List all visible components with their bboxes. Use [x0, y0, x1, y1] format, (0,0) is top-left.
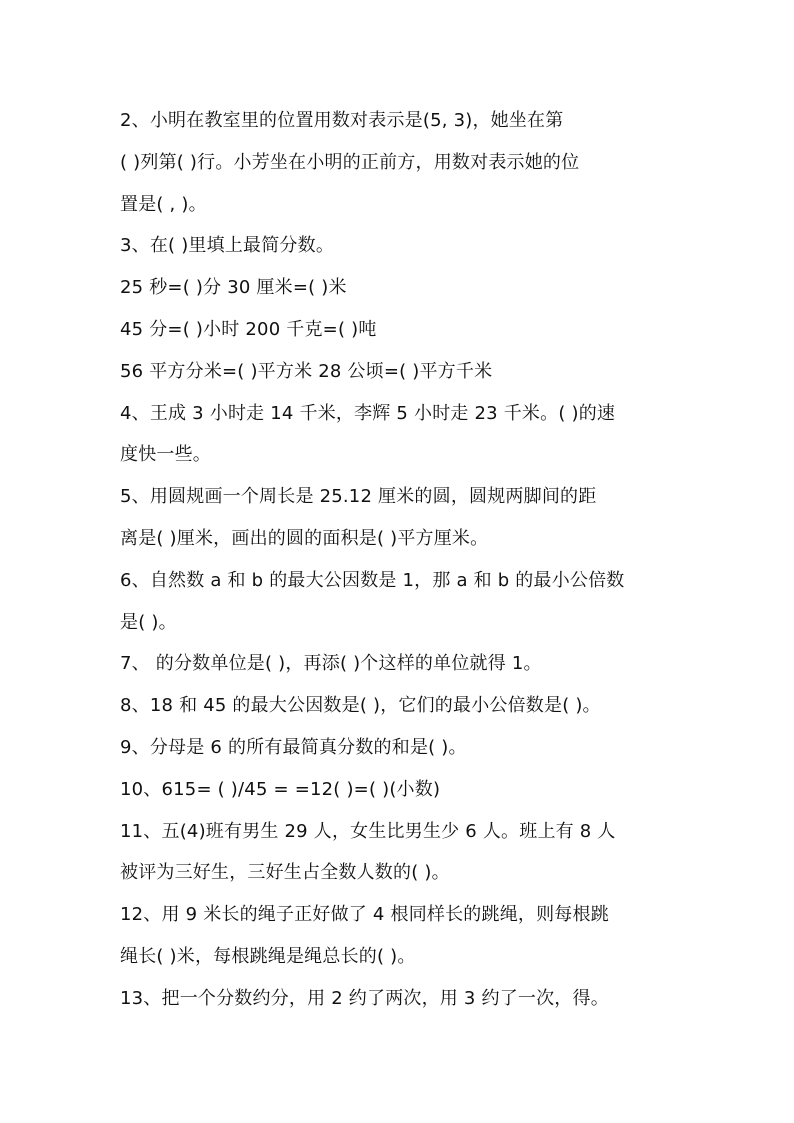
text-line: 离是( )厘米，画出的圆的面积是( )平方厘米。 [120, 527, 489, 549]
text-line: 是( )。 [120, 611, 177, 633]
text-line: 2、小明在教室里的位置用数对表示是(5, 3)，她坐在第 [120, 110, 564, 131]
text-line: 3、在( )里填上最简分数。 [120, 235, 335, 257]
text-line: 置是( , )。 [120, 193, 207, 215]
text-line: 12、用 9 米长的绳子正好做了 4 根同样长的跳绳，则每根跳 [120, 904, 609, 926]
text-line: 7、 的分数单位是( )，再添( )个这样的单位就得 1。 [120, 653, 542, 675]
text-line: 45 分=( )小时 200 千克=( )吨 [120, 318, 377, 340]
text-line: 10、615= ( )/45 = =12( )=( )(小数) [120, 778, 441, 800]
text-line: 8、18 和 45 的最大公因数是( )，它们的最小公倍数是( )。 [120, 695, 601, 717]
text-line: 被评为三好生，三好生占全数人数的( )。 [120, 862, 450, 884]
text-line: 9、分母是 6 的所有最简真分数的和是( )。 [120, 736, 467, 758]
text-line: 绳长( )米，每根跳绳是绳总长的( )。 [120, 945, 416, 967]
text-line: 4、王成 3 小时走 14 千米，李辉 5 小时走 23 千米。( )的速 [120, 402, 616, 424]
text-line: ( )列第( )行。小芳坐在小明的正前方，用数对表示她的位 [120, 151, 580, 173]
text-line: 56 平方分米=( )平方米 28 公顷=( )平方千米 [120, 360, 493, 382]
text-line: 5、用圆规画一个周长是 25.12 厘米的圆，圆规两脚间的距 [120, 486, 597, 508]
text-line: 11、五(4)班有男生 29 人，女生比男生少 6 人。班上有 8 人 [120, 820, 616, 842]
text-line: 6、自然数 a 和 b 的最大公因数是 1，那 a 和 b 的最小公倍数 [120, 569, 625, 591]
document-body [120, 100, 680, 1020]
text-line: 13、把一个分数约分，用 2 约了两次，用 3 约了一次，得。 [120, 987, 609, 1009]
text-line: 25 秒=( )分 30 厘米=( )米 [120, 277, 347, 299]
text-line: 度快一些。 [120, 444, 211, 466]
